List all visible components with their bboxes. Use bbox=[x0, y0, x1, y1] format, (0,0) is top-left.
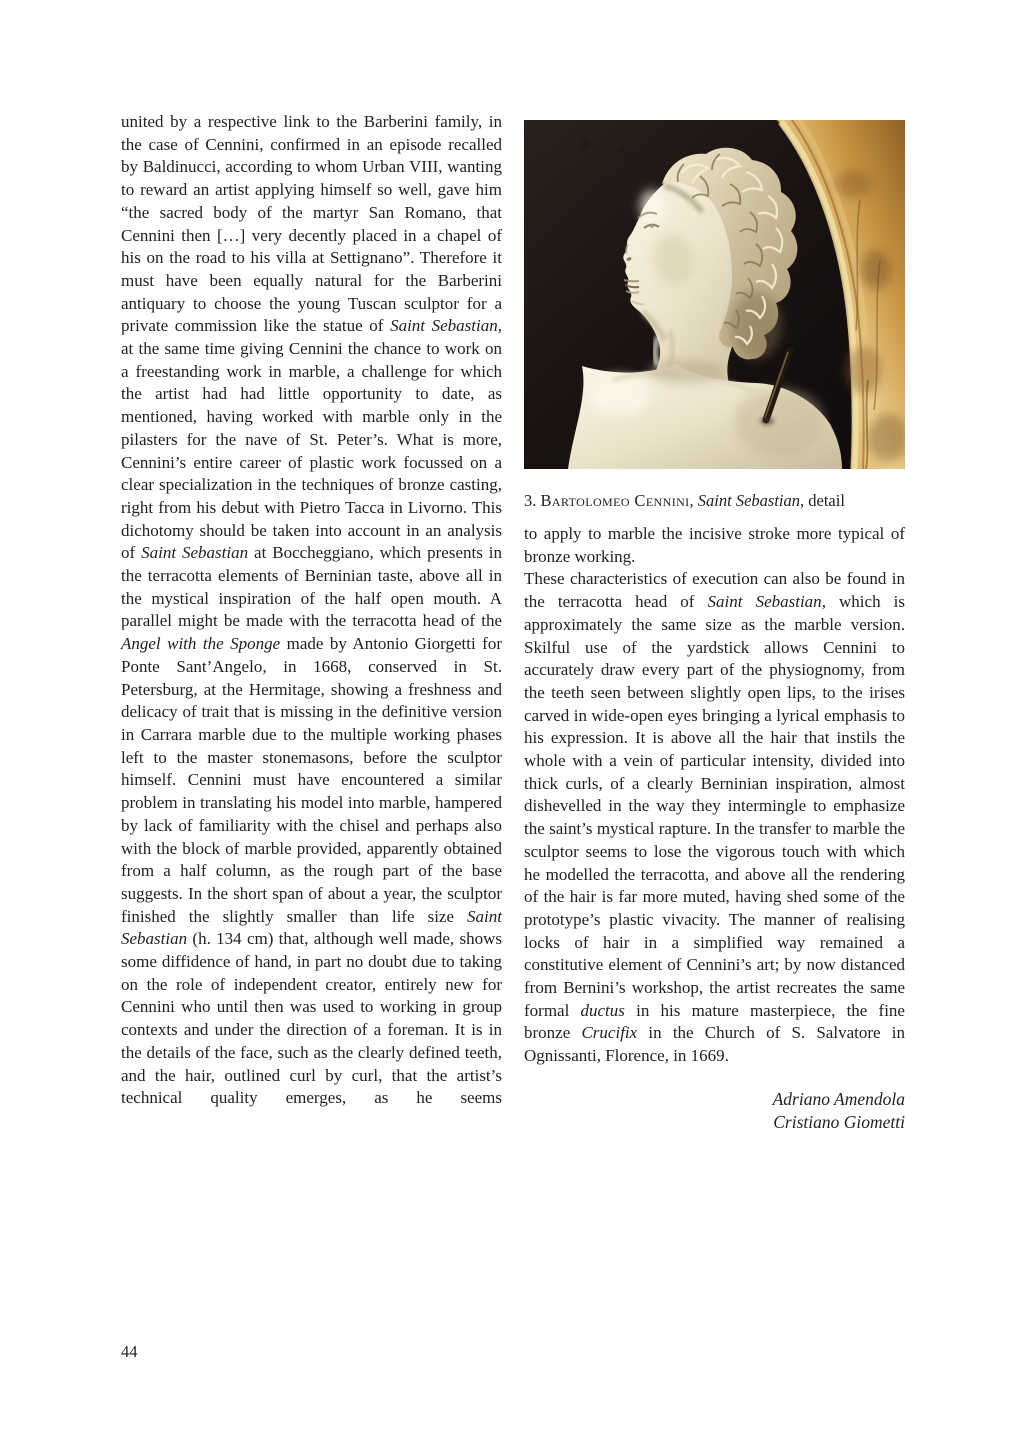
right-column bbox=[524, 111, 905, 1135]
left-column-paragraph: united by a respective link to the Barberini family, in the case of Cennini, confirmed in an episode recalled by Baldinucci, according to whom Urban VIII, wanting to reward an artist applying himself so well, gave him “the sacred body of the martyr San Romano, that Cennini then […] very decently placed in a chapel of his on the road to his villa at Settignano”. Therefore it must have been equally natural for the Barberini antiquary to choose the young Tuscan sculptor for a private commission like the statue of Saint Sebastian, at the same time giving Cennini the chance to work on a freestanding work in marble, a challenge for which the artist had had little opportunity to date, as mentioned, having worked with marble only in the pilasters for the nave of St. Peter’s. What is more, Cennini’s entire career of plastic work focussed on a clear specialization in the techniques of bronze casting, right from his debut with Pietro Tacca in Livorno. This dichotomy should be taken into account in an analysis of Saint Sebastian at Boccheggiano, which presents in the terracotta elements of Berninian taste, above all in the mystical inspiration of the half open mouth. A parallel might be made with the terracotta head of the Angel with the Sponge made by Antonio Giorgetti for Ponte Sant’Angelo, in 1668, conserved in St. Petersburg, at the Hermitage, showing a freshness and delicacy of trait that is missing in the definitive version in Carrara marble due to the multiple working phases left to the master stonemasons, before the sculptor himself. Cennini must have encountered a similar problem in translating his model into marble, hampered by lack of familiarity with the chisel and perhaps also with the block of marble provided, apparently obtained from a half column, as the rough part of the base suggests. In the short span of about a year, the sculptor finished the slightly smaller than life size Saint Sebastian (h. 134 cm) that, although well made, shows some diffidence of hand, in part no doubt due to taking on the role of independent creator, entirely new for Cennini who until then was used to working in group contexts and under the direction of a foreman. It is in the details of the face, such as the clearly defined teeth, and the hair, outlined curl by curl, that the artist’s technical quality emerges, as he seems bbox=[121, 112, 502, 1108]
left-column bbox=[121, 111, 502, 1110]
figure-caption: 3. Bartolomeo Cennini, Saint Sebastian, detail bbox=[524, 491, 845, 510]
author-signatures bbox=[524, 1088, 905, 1135]
page-number: 44 bbox=[121, 1342, 138, 1361]
right-column-paragraph: These characteristics of execution can also be found in the terracotta head of Saint Sebastian, which is approximately the same size as the marble version. Skilful use of the yardstick allows Cennini to accurately draw every part of the physiognomy, from the teeth seen between slightly open lips, to the irises carved in wide-open eyes bringing a lyrical emphasis to his expression. It is above all the hair that instils the whole with a vein of particular intensity, divided into thick curls, of a clearly Berninian inspiration, almost dishevelled in the way they intermingle to emphasize the saint’s mystical rapture. In the transfer to marble the sculptor seems to lose the vigorous touch with which he modelled the terracotta, and above all the rendering of the hair is far more muted, having shed some of the prototype’s plastic vivacity. The manner of realising locks of hair in a simplified way remained a constitutive element of Cennini’s art; by now distanced from Bernini’s workshop, the artist recreates the same formal ductus in his mature masterpiece, the fine bronze Crucifix in the Church of S. Salvatore in Ognissanti, Florence, in 1669. bbox=[524, 569, 905, 1066]
statue-photo-illustration bbox=[524, 120, 905, 469]
author-signature-1: Adriano Amendola bbox=[772, 1088, 905, 1109]
figure-saint-sebastian-photo bbox=[524, 120, 905, 469]
right-column-paragraph-continuation: to apply to marble the incisive stroke more typical of bronze working. bbox=[524, 524, 905, 566]
author-signature-2: Cristiano Giometti bbox=[773, 1112, 905, 1133]
